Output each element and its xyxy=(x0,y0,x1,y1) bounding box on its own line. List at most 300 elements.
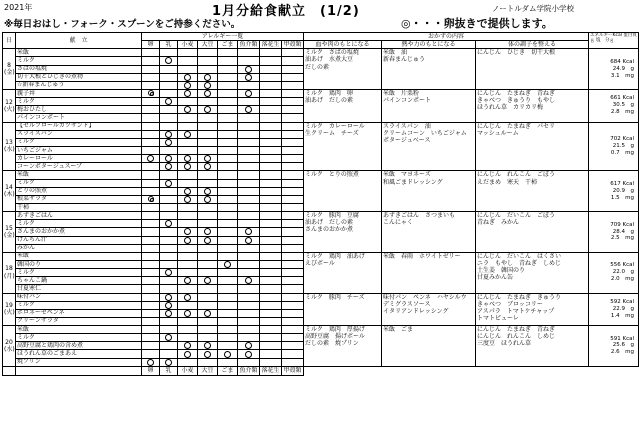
allergen-mark xyxy=(260,212,282,220)
menu-row xyxy=(3,49,639,57)
allergen-mark xyxy=(282,358,304,366)
allergen-mark xyxy=(218,57,238,65)
day-cell: 13 (水) xyxy=(3,122,16,171)
allergen-mark xyxy=(178,212,198,220)
allergen-header: 小麦 xyxy=(178,41,198,49)
allergen-mark xyxy=(218,228,238,236)
allergen-mark xyxy=(260,203,282,211)
allergen-mark xyxy=(238,203,260,211)
allergen-mark xyxy=(218,277,238,285)
green-foods: にんじん たまねぎ 青ねぎ にんじん れんこん しめじ 三度豆 ほうれん草 xyxy=(476,326,589,367)
allergen-mark xyxy=(178,73,198,81)
allergen-mark xyxy=(260,228,282,236)
allergen-mark xyxy=(260,326,282,334)
allergen-mark xyxy=(142,81,160,89)
allergen-mark xyxy=(238,301,260,309)
allergen-mark xyxy=(260,171,282,179)
yellow-foods: 米飯 春雨 ホワイトゼリー xyxy=(382,252,476,293)
allergen-mark xyxy=(260,269,282,277)
allergen-mark xyxy=(260,350,282,358)
dish-name: 干柿 xyxy=(16,203,142,211)
allergen-mark xyxy=(142,106,160,114)
page-header xyxy=(0,0,640,32)
circle-mark-icon xyxy=(245,342,252,349)
allergen-mark xyxy=(238,212,260,220)
circle-mark-icon xyxy=(204,74,211,81)
allergen-mark xyxy=(260,187,282,195)
allergen-mark xyxy=(160,179,178,187)
allergen-mark xyxy=(142,179,160,187)
allergen-mark xyxy=(260,81,282,89)
circle-mark-icon xyxy=(165,310,172,317)
allergen-mark xyxy=(282,203,304,211)
yellow-group-header: 熱や力のもとになる xyxy=(382,41,476,49)
allergen-mark xyxy=(198,212,218,220)
allergen-mark xyxy=(282,138,304,146)
dish-name: ミルク xyxy=(16,138,142,146)
circle-mark-icon xyxy=(204,228,211,235)
allergen-mark xyxy=(142,195,160,203)
allergen-mark xyxy=(160,73,178,81)
allergen-mark xyxy=(218,220,238,228)
menu-row xyxy=(3,293,639,301)
circle-mark-icon xyxy=(184,74,191,81)
allergen-mark xyxy=(142,350,160,358)
allergen-mark xyxy=(142,334,160,342)
allergen-mark xyxy=(260,146,282,154)
allergen-mark xyxy=(178,350,198,358)
circle-mark-icon xyxy=(184,237,191,244)
allergen-mark xyxy=(282,252,304,260)
dish-name: パインコンポート xyxy=(16,114,142,122)
allergen-mark xyxy=(160,358,178,366)
day-cell: 19 (火) xyxy=(3,293,16,326)
circle-mark-icon xyxy=(184,163,191,170)
allergen-mark xyxy=(178,179,198,187)
allergen-mark xyxy=(142,163,160,171)
allergen-mark xyxy=(282,334,304,342)
day-cell: 12 (火) xyxy=(3,89,16,122)
allergen-mark xyxy=(198,106,218,114)
dish-name: スライスパン xyxy=(16,130,142,138)
dish-name: とりの照煮 xyxy=(16,187,142,195)
allergen-mark xyxy=(178,228,198,236)
circle-mark-icon xyxy=(204,163,211,170)
allergen-mark xyxy=(238,228,260,236)
allergen-mark xyxy=(238,187,260,195)
allergen-mark xyxy=(160,106,178,114)
allergen-mark xyxy=(142,326,160,334)
dish-name: 【セルフロールカツサンド】 xyxy=(16,122,142,130)
allergen-mark xyxy=(160,89,178,97)
allergen-mark xyxy=(218,130,238,138)
school-name: ノートルダム学院小学校 xyxy=(492,4,574,13)
allergen-mark xyxy=(282,195,304,203)
circle-mark-icon xyxy=(204,196,211,203)
allergen-mark xyxy=(198,130,218,138)
allergen-mark xyxy=(282,285,304,293)
dish-name: ミルク xyxy=(16,220,142,228)
circle-mark-icon xyxy=(245,277,252,284)
allergen-mark xyxy=(238,171,260,179)
dish-name: 米飯 xyxy=(16,49,142,57)
allergen-mark xyxy=(198,114,218,122)
allergen-mark xyxy=(160,155,178,163)
allergen-mark xyxy=(178,81,198,89)
circle-mark-icon xyxy=(184,90,191,97)
allergen-mark xyxy=(178,203,198,211)
allergen-mark xyxy=(178,236,198,244)
allergen-footer: 小麦 xyxy=(178,366,198,375)
allergen-mark xyxy=(178,163,198,171)
allergen-mark xyxy=(178,301,198,309)
allergen-mark xyxy=(160,195,178,203)
dish-name: ミルク xyxy=(16,57,142,65)
allergen-mark xyxy=(218,203,238,211)
menu-header: 献 立 xyxy=(16,33,142,49)
allergen-mark xyxy=(160,293,178,301)
allergen-mark xyxy=(238,57,260,65)
allergen-mark xyxy=(238,49,260,57)
allergen-mark xyxy=(282,212,304,220)
allergen-mark xyxy=(198,220,218,228)
allergen-mark xyxy=(218,212,238,220)
allergen-mark xyxy=(142,285,160,293)
green-foods: にんじん だいこん ごぼう 青ねぎ みかん xyxy=(476,212,589,253)
nutrition-values: 591 Kcal 25.6 g 2.6 mg xyxy=(589,326,639,367)
circle-mark-icon xyxy=(184,196,191,203)
circle-mark-icon xyxy=(245,106,252,113)
dish-name: ミルク xyxy=(16,179,142,187)
green-foods: にんじん だいこん はくさい ニラ もやし 青ねぎ しめじ 土生姜 韓国のり 甘夏みかん缶 xyxy=(476,252,589,293)
dish-name: さばの塩焼 xyxy=(16,65,142,73)
allergen-mark xyxy=(260,122,282,130)
allergen-mark xyxy=(178,171,198,179)
day-cell: 18 (月) xyxy=(3,252,16,293)
allergen-mark xyxy=(142,49,160,57)
allergen-mark xyxy=(282,163,304,171)
allergen-mark xyxy=(198,146,218,154)
allergen-mark xyxy=(238,220,260,228)
allergen-mark xyxy=(260,342,282,350)
allergen-mark xyxy=(198,326,218,334)
allergen-mark xyxy=(260,155,282,163)
allergen-mark xyxy=(178,155,198,163)
allergen-mark xyxy=(218,252,238,260)
circle-mark-icon xyxy=(165,302,172,309)
dish-name: 焼プリン xyxy=(16,358,142,366)
content-group-header: おかずの内容 xyxy=(304,33,589,41)
circle-mark-icon xyxy=(204,342,211,349)
allergen-footer: 卵 xyxy=(142,366,160,375)
dish-name: けんちん汁 xyxy=(16,236,142,244)
allergen-mark xyxy=(160,350,178,358)
allergen-mark xyxy=(260,130,282,138)
allergen-mark xyxy=(178,260,198,268)
circle-mark-icon xyxy=(165,269,172,276)
allergen-mark xyxy=(160,269,178,277)
allergen-mark xyxy=(260,195,282,203)
allergen-mark xyxy=(198,171,218,179)
circle-mark-icon xyxy=(245,237,252,244)
allergen-mark xyxy=(218,106,238,114)
allergen-mark xyxy=(282,65,304,73)
allergen-mark xyxy=(282,89,304,97)
allergen-mark xyxy=(282,146,304,154)
allergen-mark xyxy=(282,98,304,106)
allergen-mark xyxy=(260,358,282,366)
allergen-mark xyxy=(218,163,238,171)
allergen-mark xyxy=(260,114,282,122)
menu-row xyxy=(3,212,639,220)
allergen-mark xyxy=(142,309,160,317)
allergen-mark xyxy=(160,228,178,236)
allergen-mark xyxy=(198,285,218,293)
dish-name: カレーロール xyxy=(16,155,142,163)
page-title: 1月分給食献立 (1/2) xyxy=(212,4,360,19)
circle-mark-icon xyxy=(184,310,191,317)
allergen-mark xyxy=(178,98,198,106)
nutrition-header: エネルギーKcal 蛋白質ｇ 塩 分ｇ xyxy=(589,33,639,49)
day-cell: 8 (金) xyxy=(3,49,16,90)
allergen-mark xyxy=(282,342,304,350)
allergen-mark xyxy=(198,89,218,97)
menu-table xyxy=(2,32,639,376)
allergen-mark xyxy=(160,171,178,179)
allergen-mark xyxy=(178,252,198,260)
allergen-mark xyxy=(198,350,218,358)
allergen-mark xyxy=(218,65,238,73)
dish-name: ミルク xyxy=(16,334,142,342)
allergen-mark xyxy=(178,309,198,317)
allergen-header: ごま xyxy=(218,41,238,49)
allergen-mark xyxy=(198,293,218,301)
allergen-mark xyxy=(218,171,238,179)
allergen-mark xyxy=(238,89,260,97)
dish-name: 高野豆腐と鶏肉の含め煮 xyxy=(16,342,142,350)
allergen-mark xyxy=(160,220,178,228)
yellow-foods: 米飯 ごま xyxy=(382,326,476,367)
allergen-mark xyxy=(282,155,304,163)
nutrition-values: 556 Kcal 22.0 g 2.0 mg xyxy=(589,252,639,293)
circle-mark-icon xyxy=(245,90,252,97)
allergen-mark xyxy=(238,350,260,358)
dish-name: さんまのおかか煮 xyxy=(16,228,142,236)
allergen-mark xyxy=(218,334,238,342)
allergen-mark xyxy=(198,358,218,366)
red-foods: ミルク とりの照煮 xyxy=(304,171,382,212)
allergen-mark xyxy=(260,179,282,187)
allergen-mark xyxy=(198,203,218,211)
allergy-group-header: アレルギー一覧 xyxy=(142,33,304,41)
menu-row xyxy=(3,252,639,260)
allergen-mark xyxy=(160,187,178,195)
allergen-footer: 大豆 xyxy=(198,366,218,375)
allergen-mark xyxy=(218,358,238,366)
allergen-mark xyxy=(218,342,238,350)
allergen-mark xyxy=(282,114,304,122)
allergen-mark xyxy=(282,317,304,325)
circle-mark-icon xyxy=(204,237,211,244)
allergen-mark xyxy=(218,326,238,334)
allergen-mark xyxy=(178,122,198,130)
allergen-mark xyxy=(142,342,160,350)
allergen-mark xyxy=(198,163,218,171)
allergen-mark xyxy=(198,260,218,268)
footer-blank xyxy=(16,366,142,375)
allergen-mark xyxy=(238,130,260,138)
allergen-mark xyxy=(282,106,304,114)
allergen-mark xyxy=(160,49,178,57)
allergen-mark xyxy=(238,122,260,130)
allergen-mark xyxy=(198,301,218,309)
allergen-mark xyxy=(160,81,178,89)
allergen-mark xyxy=(142,146,160,154)
allergen-mark xyxy=(218,122,238,130)
allergen-mark xyxy=(282,244,304,252)
allergen-mark xyxy=(142,89,160,97)
allergen-mark xyxy=(238,260,260,268)
allergen-mark xyxy=(142,358,160,366)
dish-name: 味付パン xyxy=(16,293,142,301)
allergen-mark xyxy=(218,81,238,89)
circle-mark-icon xyxy=(224,261,231,268)
allergen-mark xyxy=(260,65,282,73)
allergen-mark xyxy=(160,65,178,73)
allergen-header: 魚介類 xyxy=(239,40,258,48)
allergen-footer: ごま xyxy=(218,366,238,375)
allergen-mark xyxy=(142,220,160,228)
allergen-mark xyxy=(198,236,218,244)
allergen-mark xyxy=(218,293,238,301)
footer-blank xyxy=(304,366,639,375)
circle-mark-icon xyxy=(224,351,231,358)
allergen-mark xyxy=(198,277,218,285)
allergen-mark xyxy=(142,317,160,325)
circle-mark-icon xyxy=(184,294,191,301)
allergen-mark xyxy=(218,89,238,97)
dish-name: ミルク xyxy=(16,98,142,106)
allergen-mark xyxy=(142,114,160,122)
allergen-mark xyxy=(218,350,238,358)
allergen-mark xyxy=(142,57,160,65)
dish-name: あずきごはん xyxy=(16,212,142,220)
red-foods: ミルク 豚肉 チーズ xyxy=(304,293,382,326)
allergen-mark xyxy=(238,236,260,244)
nutrition-values: 661 Kcal 30.5 g 2.8 mg xyxy=(589,89,639,122)
allergen-mark xyxy=(198,179,218,187)
circle-mark-icon xyxy=(204,188,211,195)
dish-name: みかん xyxy=(16,244,142,252)
allergen-mark xyxy=(198,81,218,89)
allergen-mark xyxy=(260,98,282,106)
nutrition-values: 709 Kcal 28.4 g 2.5 mg xyxy=(589,212,639,253)
allergen-mark xyxy=(260,244,282,252)
allergen-mark xyxy=(238,65,260,73)
allergen-mark xyxy=(178,146,198,154)
allergen-mark xyxy=(142,244,160,252)
allergen-mark xyxy=(238,163,260,171)
circle-mark-icon xyxy=(165,163,172,170)
allergen-mark xyxy=(142,65,160,73)
circle-mark-icon xyxy=(184,131,191,138)
allergen-mark xyxy=(142,260,160,268)
allergen-mark xyxy=(178,220,198,228)
allergen-mark xyxy=(142,98,160,106)
allergen-mark xyxy=(218,269,238,277)
circle-mark-icon xyxy=(165,98,172,105)
allergen-mark xyxy=(260,260,282,268)
allergen-mark xyxy=(142,122,160,130)
yellow-foods: あずきごはん さつまいも こんにゃく xyxy=(382,212,476,253)
allergen-mark xyxy=(198,317,218,325)
allergen-mark xyxy=(282,277,304,285)
allergen-mark xyxy=(198,65,218,73)
allergen-mark xyxy=(218,98,238,106)
allergen-mark xyxy=(218,114,238,122)
allergen-mark xyxy=(198,57,218,65)
allergen-header: 落花生 xyxy=(261,40,280,48)
dish-name: 梅おひたし xyxy=(16,106,142,114)
circle-mark-icon xyxy=(204,90,211,97)
allergen-mark xyxy=(238,73,260,81)
allergen-mark xyxy=(142,155,160,163)
allergen-mark xyxy=(160,342,178,350)
circle-mark-icon xyxy=(204,277,211,284)
allergen-mark xyxy=(238,106,260,114)
dish-name: ☆新春まんじゅう xyxy=(16,81,142,89)
allergen-mark xyxy=(198,98,218,106)
allergen-mark xyxy=(260,106,282,114)
egg-free-note: ◎・・・卵抜きで提供します。 xyxy=(401,17,553,30)
allergen-mark xyxy=(282,293,304,301)
allergen-mark xyxy=(282,187,304,195)
allergen-mark xyxy=(198,73,218,81)
allergen-mark xyxy=(238,326,260,334)
allergen-mark xyxy=(218,317,238,325)
allergen-mark xyxy=(260,309,282,317)
allergen-mark xyxy=(142,130,160,138)
nutrition-values: 684 Kcal 24.9 g 3.1 mg xyxy=(589,49,639,90)
red-foods: ミルク カレーロール 生クリーム チーズ xyxy=(304,122,382,171)
allergen-mark xyxy=(178,114,198,122)
dish-name: ミルク xyxy=(16,269,142,277)
allergen-mark xyxy=(282,269,304,277)
allergen-header: 卵 xyxy=(142,41,160,49)
allergen-mark xyxy=(142,293,160,301)
circle-mark-icon xyxy=(204,155,211,162)
allergen-mark xyxy=(178,57,198,65)
allergen-mark xyxy=(238,342,260,350)
allergen-mark xyxy=(238,195,260,203)
allergen-mark xyxy=(238,244,260,252)
footer-row xyxy=(3,366,639,375)
allergen-mark xyxy=(238,114,260,122)
allergen-footer: 魚介類 xyxy=(239,366,258,374)
dish-name: ミルク xyxy=(16,301,142,309)
circle-mark-icon xyxy=(184,342,191,349)
allergen-mark xyxy=(260,236,282,244)
allergen-mark xyxy=(198,244,218,252)
allergen-mark xyxy=(160,57,178,65)
allergen-mark xyxy=(238,277,260,285)
allergen-mark xyxy=(282,130,304,138)
menu-row xyxy=(3,89,639,97)
allergen-mark xyxy=(218,260,238,268)
circle-mark-icon xyxy=(165,139,172,146)
dish-name: ボロネーゼペンネ xyxy=(16,309,142,317)
yellow-foods: 米飯 マヨネーズ 和風ごまドレッシング xyxy=(382,171,476,212)
